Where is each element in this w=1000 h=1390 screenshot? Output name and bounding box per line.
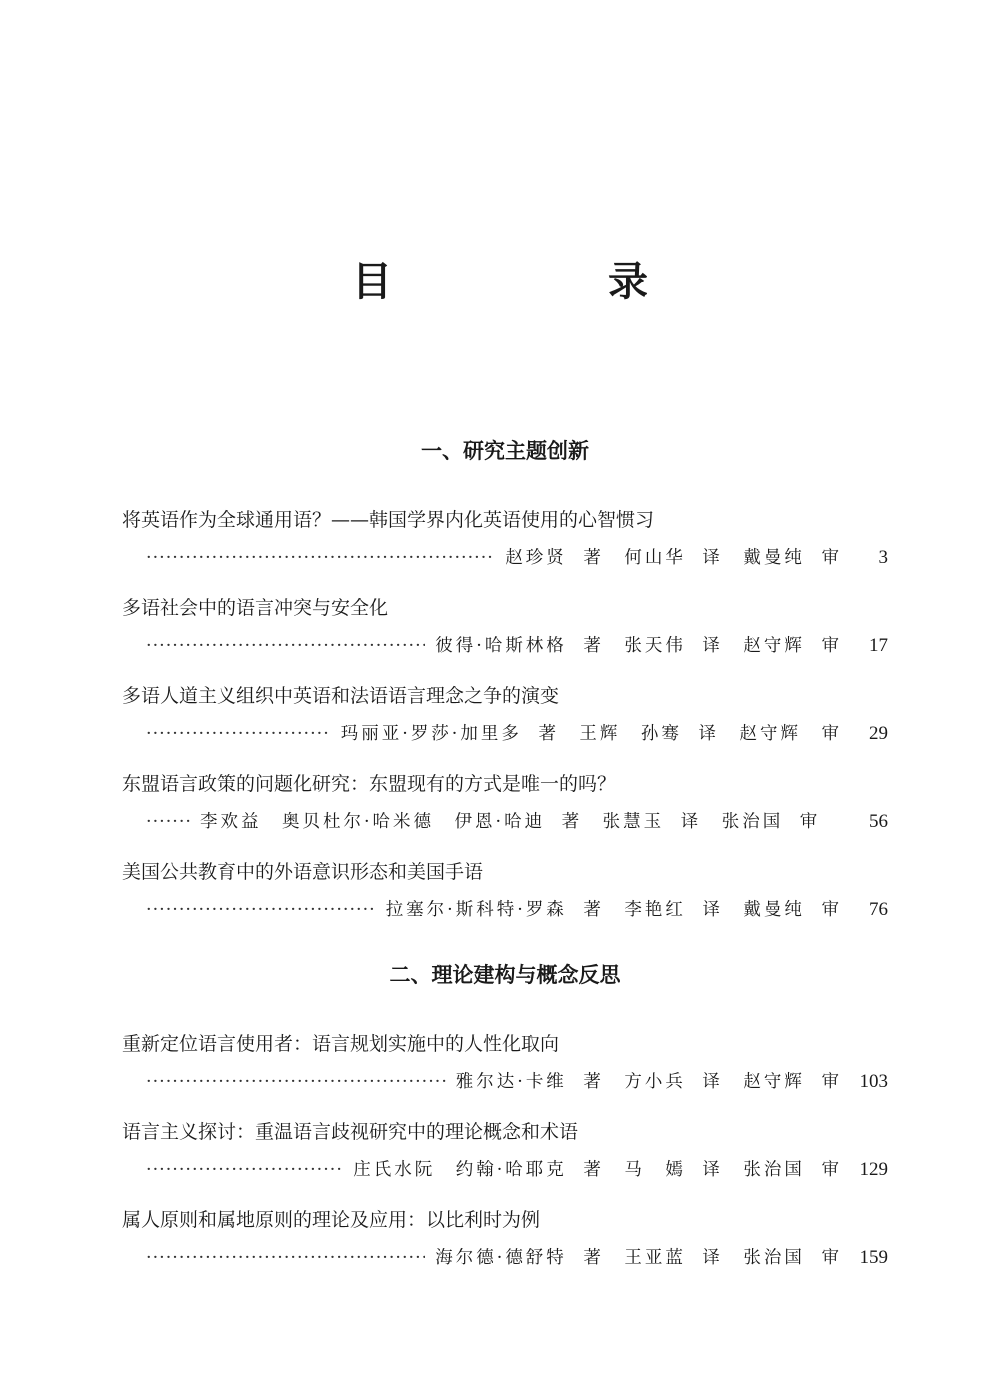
entry-title: 重新定位语言使用者：语言规划实施中的人性化取向: [122, 1033, 560, 1055]
dot-leader: [146, 720, 331, 748]
entry-title: 美国公共教育中的外语意识形态和美国手语: [122, 861, 484, 883]
dot-leader: [146, 1068, 446, 1096]
dot-leader: [146, 808, 190, 836]
entry-credits: 玛丽亚·罗莎·加里多 著 王辉 孙骞 译 赵守辉 审: [340, 724, 842, 744]
toc-entry[interactable]: [122, 770, 888, 858]
entry-title: 将英语作为全球通用语？——韩国学界内化英语使用的心智惯习: [122, 509, 655, 531]
entry-page-number: 29: [869, 723, 888, 744]
dot-leader: [146, 632, 425, 660]
toc-entry[interactable]: [122, 858, 888, 946]
dot-leader: [146, 1156, 343, 1184]
toc-entry[interactable]: [122, 506, 888, 594]
section-theory: [122, 960, 888, 1294]
entry-credits: 海尔德·德舒特 著 王亚蓝 译 张治国 审: [435, 1248, 842, 1268]
entry-line: [122, 720, 888, 748]
entry-line: [122, 1068, 888, 1096]
toc-entry[interactable]: [122, 1118, 888, 1206]
entry-page-number: 159: [859, 1247, 888, 1268]
entry-credits: 庄氏水阮 约翰·哈耶克 著 马 嫣 译 张治国 审: [353, 1160, 842, 1180]
entry-line: [122, 896, 888, 924]
entry-line: [122, 1156, 888, 1184]
entry-credits: 雅尔达·卡维 著 方小兵 译 赵守辉 审: [455, 1072, 842, 1092]
entry-title: 多语社会中的语言冲突与安全化: [122, 597, 389, 619]
page-title: 目 录: [352, 259, 736, 305]
entry-page-number: 103: [859, 1071, 888, 1092]
entry-line: [122, 808, 888, 836]
entry-page-number: 17: [869, 635, 888, 656]
entry-credits: 李欢益 奥贝杜尔·哈米德 伊恩·哈迪 著 张慧玉 译 张治国 审: [200, 812, 821, 832]
entry-title: 东盟语言政策的问题化研究：东盟现有的方式是唯一的吗？: [122, 773, 617, 795]
entry-credits: 彼得·哈斯林格 著 张天伟 译 赵守辉 审: [435, 636, 842, 656]
dot-leader: [146, 1244, 425, 1272]
toc-entry[interactable]: [122, 594, 888, 682]
entry-page-number: 56: [869, 811, 888, 832]
entry-credits: 拉塞尔·斯科特·罗森 著 李艳红 译 戴曼纯 审: [385, 900, 842, 920]
dot-leader: [146, 896, 376, 924]
entry-page-number: 3: [878, 547, 888, 568]
section-research-topics: [122, 436, 888, 946]
entry-page-number: 76: [869, 899, 888, 920]
entry-title: 语言主义探讨：重温语言歧视研究中的理论概念和术语: [122, 1121, 579, 1143]
entry-credits: 赵珍贤 著 何山华 译 戴曼纯 审: [505, 548, 842, 568]
section-heading: 二、理论建构与概念反思: [389, 963, 621, 987]
section-heading: 一、研究主题创新: [421, 439, 589, 463]
toc-entry[interactable]: [122, 1206, 888, 1294]
entry-title: 属人原则和属地原则的理论及应用：以比利时为例: [122, 1209, 541, 1231]
entry-line: [122, 632, 888, 660]
entry-line: [122, 544, 888, 572]
entry-page-number: 129: [859, 1159, 888, 1180]
toc-entry[interactable]: [122, 682, 888, 770]
dot-leader: [146, 544, 495, 572]
entry-line: [122, 1244, 888, 1272]
toc-entry[interactable]: [122, 1030, 888, 1118]
entry-title: 多语人道主义组织中英语和法语语言理念之争的演变: [122, 685, 560, 707]
